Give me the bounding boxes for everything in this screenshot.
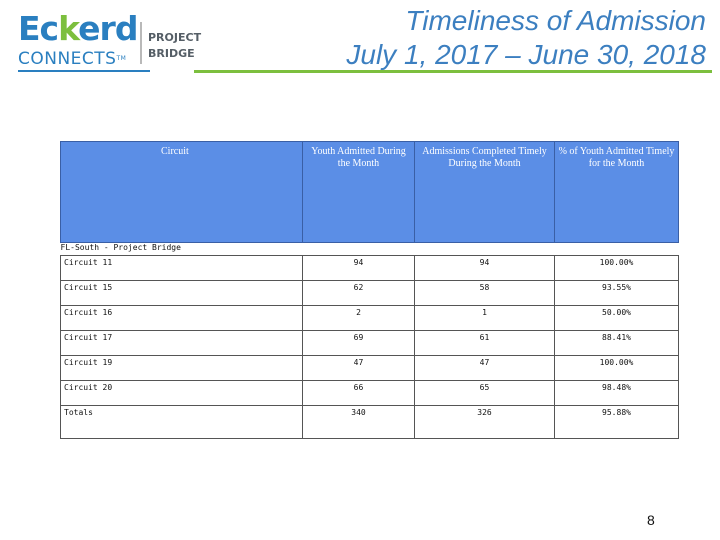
- page-number: 8: [647, 512, 655, 528]
- table-header-row: [61, 142, 679, 243]
- logo-wordmark: Eckerd: [18, 9, 138, 48]
- eckerd-connects-logo: [14, 8, 202, 74]
- admitted-count: 94: [303, 256, 415, 281]
- admitted-count: 69: [303, 331, 415, 356]
- circuit-name: Circuit 16: [61, 306, 303, 331]
- logo-divider: [140, 22, 142, 64]
- table-row: [61, 331, 679, 356]
- timely-percent: 93.55%: [555, 281, 679, 306]
- circuit-name: Circuit 15: [61, 281, 303, 306]
- title-line-2: July 1, 2017 – June 30, 2018: [346, 39, 706, 70]
- title-line-1: Timeliness of Admission: [405, 5, 706, 36]
- circuit-name: Circuit 19: [61, 356, 303, 381]
- logo-underline: [18, 70, 150, 72]
- admitted-count: 62: [303, 281, 415, 306]
- admissions-table: [60, 141, 678, 439]
- table-row: [61, 256, 679, 281]
- circuit-name: Circuit 11: [61, 256, 303, 281]
- timely-count: 1: [415, 306, 555, 331]
- table-row: [61, 306, 679, 331]
- group-row: [61, 243, 679, 256]
- header-admissions-timely: Admissions Completed Timely During the Month: [415, 142, 555, 243]
- timely-percent: 100.00%: [555, 256, 679, 281]
- logo-project-bridge: PROJECT BRIDGE: [148, 31, 202, 60]
- header-percent-timely: % of Youth Admitted Timely for the Month: [555, 142, 679, 243]
- timely-count: 94: [415, 256, 555, 281]
- timely-percent: 88.41%: [555, 331, 679, 356]
- header-rule: [194, 70, 712, 73]
- timely-percent: 100.00%: [555, 356, 679, 381]
- admitted-count: 2: [303, 306, 415, 331]
- totals-label: Totals: [61, 406, 303, 439]
- admitted-count: 66: [303, 381, 415, 406]
- logo-connects: CONNECTSTM: [18, 49, 127, 69]
- header-youth-admitted: Youth Admitted During the Month: [303, 142, 415, 243]
- circuit-name: Circuit 17: [61, 331, 303, 356]
- timely-count: 65: [415, 381, 555, 406]
- slide-title: [226, 4, 706, 72]
- table-row: [61, 381, 679, 406]
- timely-count: 47: [415, 356, 555, 381]
- totals-timely: 326: [415, 406, 555, 439]
- totals-row: [61, 406, 679, 439]
- header-circuit: Circuit: [61, 142, 303, 243]
- admitted-count: 47: [303, 356, 415, 381]
- timely-percent: 50.00%: [555, 306, 679, 331]
- circuit-name: Circuit 20: [61, 381, 303, 406]
- table-row: [61, 356, 679, 381]
- totals-admitted: 340: [303, 406, 415, 439]
- timely-count: 58: [415, 281, 555, 306]
- totals-percent: 95.88%: [555, 406, 679, 439]
- table-row: [61, 281, 679, 306]
- timely-count: 61: [415, 331, 555, 356]
- group-label: FL-South - Project Bridge: [60, 243, 181, 252]
- timely-percent: 98.48%: [555, 381, 679, 406]
